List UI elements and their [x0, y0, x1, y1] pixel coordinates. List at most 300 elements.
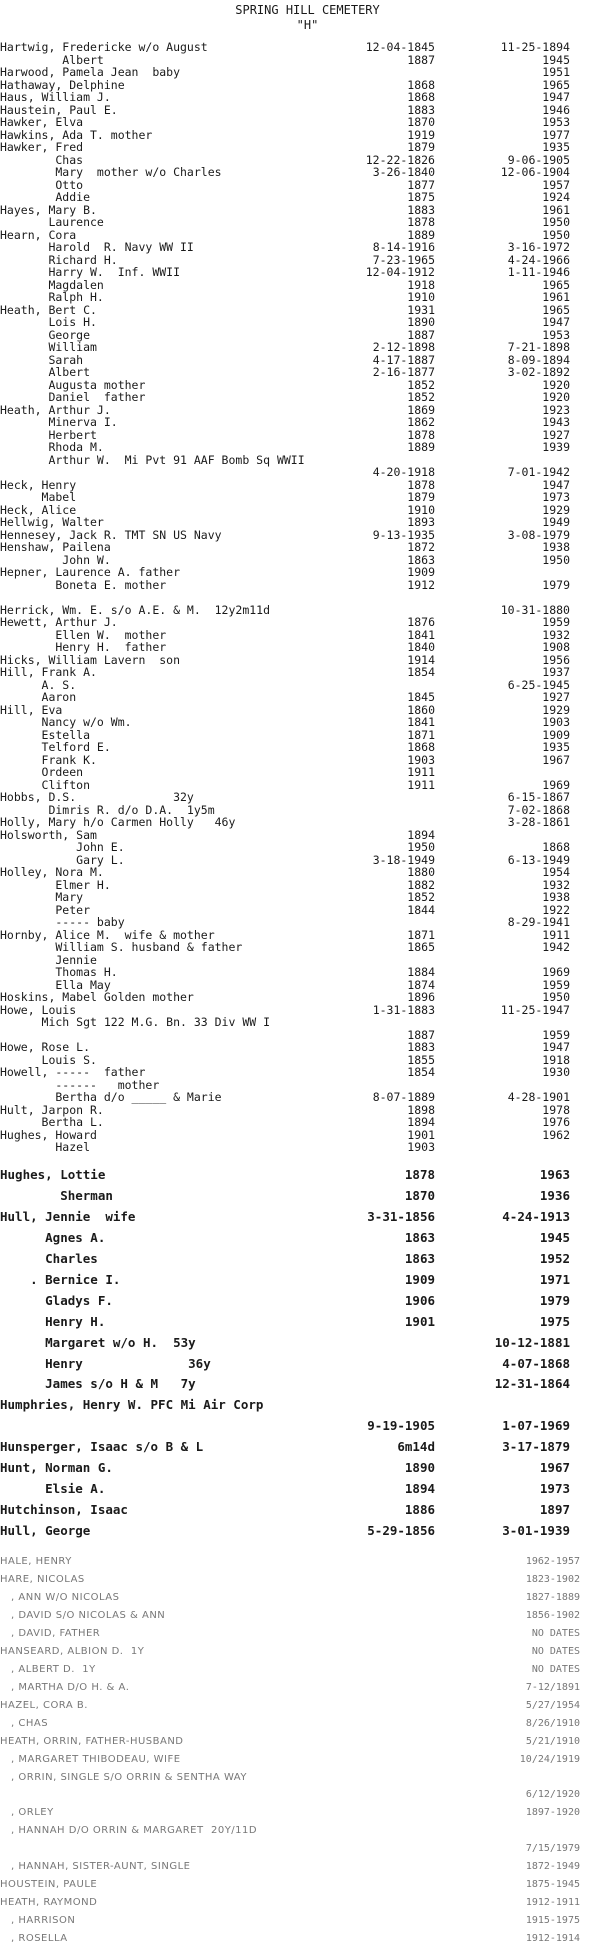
list-item — [0, 1315, 615, 1329]
entry-name: Hutchinson, Isaac — [0, 1502, 128, 1518]
entry-name: Minerva I. — [0, 415, 118, 429]
entry-birth-date: 1879 — [407, 140, 435, 154]
entry-name: Herrick, Wm. E. s/o A.E. & M. 12y2m11d — [0, 602, 271, 617]
entry-birth-date: 1840 — [407, 640, 435, 654]
entry-birth-date: 1906 — [404, 1292, 435, 1308]
entry-death-date: 1932 — [542, 877, 570, 892]
entry-birth-date: 8-14-1916 — [372, 240, 435, 254]
entry-death-date: 1951 — [542, 65, 570, 79]
list-item — [0, 1440, 615, 1454]
list-item — [0, 1914, 615, 1928]
entry-name: Mary mother w/o Charles — [0, 165, 222, 179]
list-item — [0, 1663, 615, 1677]
entry-death-date: 1965 — [542, 77, 570, 92]
entry-death-date: 1962 — [542, 1127, 570, 1142]
entry-name: Harry W. Inf. WWII — [0, 265, 181, 279]
entry-death-date: 1912-1914 — [525, 1933, 580, 1944]
entry-name: A. S. — [0, 677, 77, 692]
entry-name: Humphries, Henry W. PFC Mi Air Corp — [0, 1397, 264, 1413]
entry-name: Hathaway, Delphine — [0, 77, 125, 92]
entry-name: Nancy w/o Wm. — [0, 715, 132, 729]
entry-name: Hayes, Mary B. — [0, 202, 97, 217]
entry-death-date: 1979 — [542, 577, 570, 592]
entry-name: Clifton — [0, 777, 91, 792]
entry-name: , ORRIN, SINGLE S/O ORRIN & SENTHA WAY — [0, 1771, 247, 1783]
entry-name: Holley, Nora M. — [0, 865, 104, 879]
entry-death-date: 7-12/1891 — [525, 1681, 580, 1693]
list-item — [0, 1896, 615, 1910]
entry-death-date: 1918 — [542, 1052, 570, 1067]
entry-birth-date: 1909 — [407, 565, 435, 579]
entry-death-date: 6/12/1920 — [525, 1789, 580, 1801]
entry-name: HALE, HENRY — [0, 1556, 72, 1567]
entry-death-date: 1939 — [542, 440, 570, 454]
entry-birth-date: 1950 — [407, 840, 435, 854]
entry-name: Henry 36y — [0, 1355, 211, 1371]
entry-name: James s/o H & M 7y — [0, 1376, 196, 1392]
entry-birth-date: 1901 — [407, 1127, 435, 1142]
entry-death-date: 1938 — [542, 540, 570, 554]
entry-name: Albert — [0, 52, 104, 67]
entry-name: Howell, ----- father — [0, 1065, 146, 1079]
entry-birth-date: 1855 — [407, 1052, 435, 1067]
entry-name: HAZEL, CORA B. — [0, 1699, 88, 1711]
entry-death-date: 3-16-1972 — [507, 240, 570, 254]
entry-birth-date: 2-16-1877 — [372, 365, 435, 379]
entry-birth-date: 1884 — [407, 965, 435, 979]
entry-name: , MARTHA D/O H. & A. — [0, 1681, 130, 1693]
entry-death-date: 10-12-1881 — [494, 1334, 570, 1350]
entry-death-date: 8-29-1941 — [507, 915, 570, 929]
entry-name: Heck, Alice — [0, 502, 77, 517]
entry-death-date: 1935 — [542, 140, 570, 154]
entry-death-date: 1962-1957 — [525, 1556, 580, 1567]
list-item — [0, 1252, 615, 1266]
entry-birth-date: 1875 — [407, 190, 435, 204]
entry-name: Agnes A. — [0, 1229, 106, 1245]
entry-birth-date: 12-04-1912 — [365, 265, 435, 279]
entry-birth-date: 1874 — [407, 977, 435, 992]
entry-name: Henry H. — [0, 1313, 106, 1329]
entry-name: HARE, NICOLAS — [0, 1574, 85, 1585]
entry-death-date: 1920 — [542, 377, 570, 392]
entry-death-date: 1961 — [542, 290, 570, 304]
entry-name: Hazel — [0, 1140, 91, 1154]
entry-birth-date: 1863 — [407, 552, 435, 567]
entry-birth-date: 1886 — [404, 1502, 435, 1518]
entry-death-date: 1947 — [542, 315, 570, 329]
entry-birth-date: 1883 — [407, 1040, 435, 1054]
entry-death-date: 1937 — [542, 665, 570, 679]
entry-birth-date: 1911 — [407, 765, 435, 779]
entry-death-date: 1950 — [542, 227, 570, 242]
entry-death-date: 1897-1920 — [525, 1807, 580, 1819]
entry-death-date: 1957 — [542, 177, 570, 192]
entry-birth-date: 2-12-1898 — [372, 340, 435, 354]
entry-name: . Bernice I. — [0, 1271, 121, 1287]
entry-name: Estella — [0, 727, 91, 742]
entry-birth-date: 1854 — [407, 665, 435, 679]
entry-death-date: 11-25-1947 — [500, 1002, 570, 1017]
entry-death-date: 1823-1902 — [525, 1574, 580, 1585]
entry-name: Sherman — [0, 1187, 113, 1203]
entry-death-date: 1967 — [542, 752, 570, 767]
entry-death-date: 1945 — [542, 52, 570, 67]
entry-birth-date: 1889 — [407, 227, 435, 242]
entry-birth-date: 1890 — [404, 1460, 435, 1476]
entry-birth-date: 1878 — [407, 427, 435, 442]
entry-name: Heck, Henry — [0, 477, 77, 492]
entry-death-date: 5/21/1910 — [525, 1735, 580, 1747]
entry-name: Thomas H. — [0, 965, 118, 979]
entry-birth-date: 1860 — [407, 702, 435, 717]
entry-name: , ROSELLA — [0, 1933, 68, 1944]
entry-name: Louis S. — [0, 1052, 97, 1067]
entry-name: Hawkins, Ada T. mother — [0, 127, 153, 142]
entry-death-date: 1976 — [542, 1115, 570, 1129]
entry-birth-date: 1901 — [404, 1313, 435, 1329]
list-item — [0, 1591, 615, 1605]
entry-name: Herbert — [0, 427, 97, 442]
entry-birth-date: 1871 — [407, 927, 435, 942]
entry-birth-date: 1931 — [407, 302, 435, 317]
entry-name: Jennie — [0, 952, 97, 967]
entry-death-date: 7/15/1979 — [525, 1843, 580, 1855]
entry-birth-date: 8-07-1889 — [372, 1090, 435, 1104]
entry-death-date: 1929 — [542, 502, 570, 517]
list-item — [0, 1681, 615, 1695]
entry-death-date: 1942 — [542, 940, 570, 954]
entry-death-date: 8-09-1894 — [507, 352, 570, 367]
entry-birth-date: 1876 — [407, 615, 435, 629]
entry-name: Ellen W. mother — [0, 627, 167, 642]
entry-name: Gladys F. — [0, 1292, 113, 1308]
entry-birth-date: 1903 — [407, 752, 435, 767]
entry-birth-date: 1844 — [407, 902, 435, 917]
entry-birth-date: 1919 — [407, 127, 435, 142]
entry-death-date: 11-25-1894 — [500, 40, 570, 54]
list-item — [0, 1788, 615, 1802]
entry-name: , MARGARET THIBODEAU, WIFE — [0, 1753, 181, 1765]
entry-death-date: 1947 — [542, 477, 570, 492]
entry-death-date: 6-13-1949 — [507, 852, 570, 867]
entry-birth-date: 3-18-1949 — [372, 852, 435, 867]
entry-name: Hearn, Cora — [0, 227, 77, 242]
entry-birth-date: 1914 — [407, 652, 435, 667]
entry-death-date: 1856-1902 — [525, 1609, 580, 1621]
entry-name: , ORLEY — [0, 1807, 54, 1819]
entry-name: Ralph H. — [0, 290, 104, 304]
entry-birth-date: 1852 — [407, 377, 435, 392]
entry-birth-date: 3-31-1856 — [367, 1208, 435, 1224]
entry-death-date: 1949 — [542, 515, 570, 529]
entry-birth-date: 1877 — [407, 177, 435, 192]
entry-death-date: 1947 — [542, 1040, 570, 1054]
entry-name: Telford E. — [0, 740, 111, 754]
entry-name: Peter — [0, 902, 91, 917]
list-item — [0, 1860, 615, 1874]
entry-birth-date: 1878 — [407, 215, 435, 229]
list-item — [0, 1699, 615, 1713]
entry-death-date: 1923 — [542, 402, 570, 417]
entry-death-date: 1973 — [542, 490, 570, 504]
entry-death-date: 1-07-1969 — [502, 1418, 570, 1434]
entry-name: HEATH, ORRIN, FATHER-HUSBAND — [0, 1735, 184, 1747]
entry-death-date: 1946 — [542, 102, 570, 117]
list-item — [0, 1735, 615, 1749]
entry-name: Elmer H. — [0, 877, 111, 892]
entry-death-date: 1929 — [542, 702, 570, 717]
entry-birth-date: 1912 — [407, 577, 435, 592]
entry-name: Howe, Louis — [0, 1002, 77, 1017]
entry-name: Charles — [0, 1250, 98, 1266]
list-item — [0, 1153, 615, 1167]
list-item — [0, 1398, 615, 1412]
entry-death-date: 1969 — [542, 777, 570, 792]
entry-death-date: 1954 — [542, 865, 570, 879]
entry-death-date: 4-24-1913 — [502, 1208, 570, 1224]
entry-death-date: 1950 — [542, 215, 570, 229]
entry-birth-date: 1878 — [407, 477, 435, 492]
entry-birth-date: 1-31-1883 — [372, 1002, 435, 1017]
entry-name: Boneta E. mother — [0, 577, 167, 592]
entry-death-date: 1965 — [542, 302, 570, 317]
entry-death-date: 1912-1911 — [525, 1897, 580, 1909]
entry-name: Dimris R. d/o D.A. 1y5m — [0, 802, 215, 817]
entry-birth-date: 7-23-1965 — [372, 252, 435, 267]
entry-death-date: 1978 — [542, 1102, 570, 1117]
entry-death-date: 1965 — [542, 277, 570, 292]
list-item — [0, 1377, 615, 1391]
list-item — [0, 1419, 615, 1433]
entry-death-date: 1977 — [542, 127, 570, 142]
entry-name: Richard H. — [0, 252, 118, 267]
list-item — [0, 1336, 615, 1350]
entry-birth-date: 1841 — [407, 627, 435, 642]
entry-name: , DAVID, FATHER — [0, 1627, 101, 1639]
list-item — [0, 1189, 615, 1203]
entry-birth-date: 1865 — [407, 940, 435, 954]
entry-death-date: 1908 — [542, 640, 570, 654]
entry-death-date: 1827-1889 — [525, 1591, 580, 1603]
entry-birth-date: 1870 — [407, 115, 435, 129]
entry-birth-date: 1889 — [407, 440, 435, 454]
entry-name: Margaret w/o H. 53y — [0, 1334, 196, 1350]
entry-birth-date: 1852 — [407, 390, 435, 404]
entry-name: HOUSTEIN, PAULE — [0, 1879, 98, 1891]
entry-birth-date: 12-22-1826 — [365, 152, 435, 167]
entry-death-date: NO DATES — [531, 1663, 580, 1675]
entry-name: Rhoda M. — [0, 440, 104, 454]
entry-death-date: 1911 — [542, 927, 570, 942]
entry-birth-date: 4-20-1918 — [372, 465, 435, 479]
entry-death-date: 1903 — [542, 715, 570, 729]
entry-name: George — [0, 327, 91, 342]
entry-name: Hull, George — [0, 1523, 91, 1539]
entry-name: Hoskins, Mabel Golden mother — [0, 990, 194, 1004]
entry-death-date: 1952 — [539, 1250, 570, 1266]
entry-death-date: 1950 — [542, 552, 570, 567]
section-letter: "H" — [296, 18, 319, 32]
list-item — [0, 1627, 615, 1641]
list-item — [0, 1878, 615, 1892]
entry-name: Holly, Mary h/o Carmen Holly 46y — [0, 815, 236, 829]
entry-birth-date: 9-13-1935 — [372, 527, 435, 542]
list-item — [0, 1932, 615, 1946]
entry-name: Hicks, William Lavern son — [0, 652, 181, 667]
entry-death-date: 1927 — [542, 690, 570, 704]
entry-death-date: 7-21-1898 — [507, 340, 570, 354]
entry-death-date: 1959 — [542, 615, 570, 629]
entry-death-date: 9-06-1905 — [507, 152, 570, 167]
entry-death-date: 1973 — [539, 1481, 570, 1497]
list-item — [0, 1573, 615, 1587]
entry-death-date: 7-01-1942 — [507, 465, 570, 479]
list-item — [0, 1645, 615, 1659]
entry-birth-date: 1882 — [407, 877, 435, 892]
entry-name: Heath, Arthur J. — [0, 402, 111, 417]
entry-death-date: 1943 — [542, 415, 570, 429]
entry-birth-date: 1862 — [407, 415, 435, 429]
entry-death-date: 5/27/1954 — [525, 1699, 580, 1711]
entry-birth-date: 1879 — [407, 490, 435, 504]
entry-birth-date: 1872 — [407, 540, 435, 554]
entry-birth-date: 1894 — [407, 1115, 435, 1129]
entry-name: , ANN W/O NICOLAS — [0, 1591, 120, 1603]
entry-death-date: 1909 — [542, 727, 570, 742]
entry-birth-date: 1918 — [407, 277, 435, 292]
entry-death-date: 4-07-1868 — [502, 1355, 570, 1371]
entry-name: , HANNAH D/O ORRIN & MARGARET 20Y/11D — [0, 1825, 258, 1837]
entry-name: Gary L. — [0, 852, 125, 867]
list-item — [0, 1842, 615, 1856]
entry-name: Mabel — [0, 490, 77, 504]
entry-name: William — [0, 340, 97, 354]
entry-death-date: 1897 — [539, 1502, 570, 1518]
entry-name: Heath, Bert C. — [0, 302, 97, 317]
entry-birth-date: 1871 — [407, 727, 435, 742]
entry-name: Haus, William J. — [0, 90, 111, 104]
entry-name: Hepner, Laurence A. father — [0, 565, 181, 579]
entry-birth-date: 5-29-1856 — [367, 1523, 435, 1539]
entry-death-date: 1961 — [542, 202, 570, 217]
entry-name: Mary — [0, 890, 84, 904]
entry-birth-date: 1868 — [407, 740, 435, 754]
entry-birth-date: 1894 — [407, 827, 435, 842]
entry-name: Aaron — [0, 690, 77, 704]
entry-name: Otto — [0, 177, 84, 192]
entry-name: Ella May — [0, 977, 111, 992]
list-item — [0, 1717, 615, 1731]
entry-death-date: 1868 — [542, 840, 570, 854]
entry-birth-date: 1896 — [407, 990, 435, 1004]
entry-name: Hill, Eva — [0, 702, 63, 717]
entry-name: Harwood, Pamela Jean baby — [0, 65, 181, 79]
entry-death-date: 1953 — [542, 327, 570, 342]
entry-death-date: 1963 — [539, 1167, 570, 1182]
entry-death-date: 1950 — [542, 990, 570, 1004]
entry-birth-date: 1887 — [407, 1027, 435, 1042]
entry-birth-date: 1863 — [404, 1229, 435, 1245]
entry-name: , HANNAH, SISTER-AUNT, SINGLE — [0, 1861, 191, 1873]
entry-birth-date: 1911 — [407, 777, 435, 792]
entry-birth-date: 1887 — [407, 52, 435, 67]
entry-name: Hellwig, Walter — [0, 515, 104, 529]
entry-name: Bertha L. — [0, 1115, 104, 1129]
entry-death-date: 1-11-1946 — [507, 265, 570, 279]
entry-name: Hobbs, D.S. 32y — [0, 790, 194, 804]
entry-birth-date: 1878 — [404, 1167, 435, 1182]
entry-name: Hughes, Lottie — [0, 1167, 106, 1182]
entry-name: John W. — [0, 552, 111, 567]
entry-birth-date: 1893 — [407, 515, 435, 529]
list-item — [0, 1806, 615, 1820]
entry-name: Hill, Frank A. — [0, 665, 97, 679]
entry-name: Ordeen — [0, 765, 84, 779]
list-item — [0, 1168, 615, 1182]
entry-death-date: 1959 — [542, 1027, 570, 1042]
entry-name: Albert — [0, 365, 91, 379]
entry-name: , CHAS — [0, 1717, 49, 1729]
entry-birth-date: 1845 — [407, 690, 435, 704]
entry-birth-date: 1910 — [407, 290, 435, 304]
list-item — [0, 1503, 615, 1517]
entry-death-date: 10/24/1919 — [519, 1753, 580, 1765]
entry-name: Elsie A. — [0, 1481, 106, 1497]
entry-death-date: NO DATES — [531, 1627, 580, 1639]
entry-death-date: 1953 — [542, 115, 570, 129]
entry-birth-date: 1868 — [407, 90, 435, 104]
entry-birth-date: 1841 — [407, 715, 435, 729]
entry-birth-date: 1868 — [407, 77, 435, 92]
entry-name: Bertha d/o _____ & Marie — [0, 1090, 222, 1104]
entry-birth-date: 3-26-1840 — [372, 165, 435, 179]
entry-name: HANSEARD, ALBION D. 1Y — [0, 1645, 145, 1657]
list-item — [0, 1609, 615, 1623]
entry-name: Hennesey, Jack R. TMT SN US Navy — [0, 527, 222, 542]
entry-name: Chas — [0, 152, 84, 167]
entry-death-date: 1915-1975 — [525, 1915, 580, 1927]
list-item — [0, 1461, 615, 1475]
entry-name: , ALBERT D. 1Y — [0, 1663, 96, 1675]
entry-death-date: 1924 — [542, 190, 570, 204]
list-item — [0, 1294, 615, 1308]
entry-birth-date: 1910 — [407, 502, 435, 517]
entry-name: Lois H. — [0, 315, 97, 329]
entry-name: Magdalen — [0, 277, 104, 292]
entry-death-date: 12-31-1864 — [494, 1376, 570, 1392]
entry-name: Hewett, Arthur J. — [0, 615, 118, 629]
entry-death-date: 1875-1945 — [525, 1879, 580, 1891]
entry-death-date: 1956 — [542, 652, 570, 667]
entry-name: Hull, Jennie wife — [0, 1208, 136, 1224]
list-item — [0, 1231, 615, 1245]
entry-death-date: 3-01-1939 — [502, 1523, 570, 1539]
entry-name: Arthur W. Mi Pvt 91 AAF Bomb Sq WWII — [0, 452, 305, 467]
entry-name: Hawker, Fred — [0, 140, 84, 154]
entry-name: William S. husband & father — [0, 940, 243, 954]
list-item — [0, 1753, 615, 1767]
entry-name: , DAVID S/O NICOLAS & ANN — [0, 1609, 166, 1621]
list-item — [0, 1273, 615, 1287]
entry-birth-date: 1890 — [407, 315, 435, 329]
entry-death-date: 1927 — [542, 427, 570, 442]
entry-birth-date: 1883 — [407, 202, 435, 217]
entry-death-date: 1969 — [542, 965, 570, 979]
entry-birth-date: 1903 — [407, 1140, 435, 1154]
entry-name: Daniel father — [0, 390, 146, 404]
entry-death-date: 1975 — [539, 1313, 570, 1329]
